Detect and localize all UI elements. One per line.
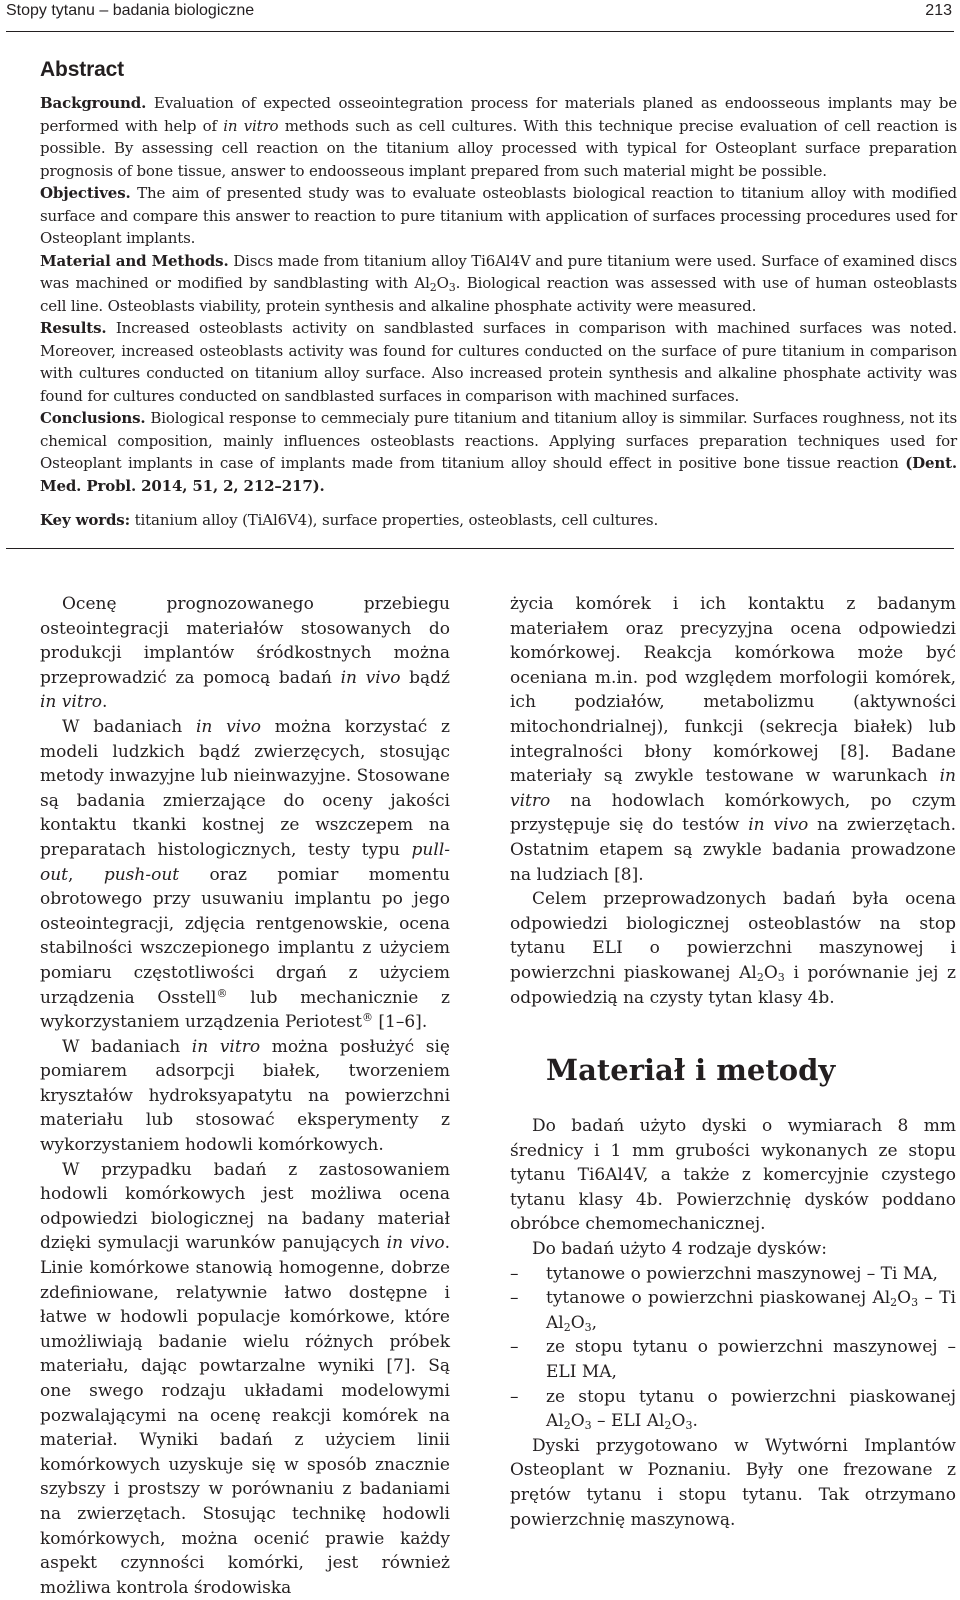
paragraph: W badaniach in vivo można korzystać z modeli ludzkich bądź zwierzęcych, stosując metody inwazyjne lub nieinwazyjne. Stosowane są badania zmierzające do oceny jakości kontaktu tkanki kostnej ze wszczepem na preparatach histologicznych, testy typu pull-out, push-out oraz pomiar momentu obrotowego przy usuwaniu implantu po jego osteointegracji, zdjęcia rentgenowskie, ocena stabilności wszczepionego implantu z użyciem pomiaru częstotliwości drgań z użyciem urządzenia Osstell® lub mechanicznie z wykorzystaniem urządzenia Periotest® [1–6].	[40, 716, 451, 1033]
background-text: Evaluation of expected osseointegration process for materials planed as endoosseous implants may be performed with help of in vitro methods such as cell cultures. With this technique precise evaluation of cell reaction is possible. By assessing cell reaction on the titanium alloy processed with typical for Osteoplant surface preparation prognosis of bone tissue, answer to endoosseous implant prepared from such material might be possible.	[40, 94, 958, 180]
list-item-text: tytanowe o powierzchni piaskowanej $Al_2O_3$ – Ti $Al_2O_3$,	[546, 1288, 956, 1334]
methods-label: Material and Methods.	[40, 251, 229, 270]
objectives-label: Objectives.	[40, 184, 131, 202]
paragraph: Ocenę prognozowanego przebiegu osteointegracji materiałów stosowanych do produkcji implantów śródkostnych można przeprowadzić za pomocą badań in vivo bądź in vitro.	[40, 594, 450, 713]
conclusions-text: Biological response to cemmecialy pure titanium and titanium alloy is simmilar. Surfaces roughness, not its chemical composition, mainly influences osteoblasts reactions. Applying surfaces preparation techniques used for Osteoplant implants in case of implants made from titanium alloy should effect in positive bone tissue reaction	[40, 409, 957, 472]
abstract-heading: Abstract	[40, 58, 124, 81]
citation: (Dent. Med. Probl. 2014, 51, 2, 212–217).	[40, 454, 957, 495]
paragraph: W badaniach in vitro można posłużyć się pomiarem adsorpcji białek, tworzeniem kryształów hydroksyapatytu na powierzchni materiału lub stosować eksperymenty z wykorzystaniem hodowli komórkowych.	[40, 1036, 450, 1156]
abstract	[40, 56, 957, 532]
disc-type-list	[510, 1262, 956, 1434]
list-item: – tytanowe o powierzchni maszynowej – Ti MA,	[510, 1263, 938, 1284]
list-item: – ze stopu tytanu o powierzchni piaskowanej $Al_2O_3$ – ELI $Al_2O_3$.	[510, 1386, 956, 1433]
methods-text: Discs made from titanium alloy Ti6Al4V and pure titanium were used. Surface of examined discs was machined or modified by sandblasting with $Al_2O_3$. Biological reaction was assessed with use of human osteoblasts cell line. Osteoblasts viability, protein synthesis and alkaline phosphate activity were measured.	[40, 251, 958, 315]
header-rule	[6, 31, 954, 32]
abstract-body	[40, 92, 957, 497]
left-column	[40, 592, 450, 1600]
abstract-rule	[6, 548, 954, 549]
page-number: 213	[925, 2, 952, 19]
list-item: – ze stopu tytanu o powierzchni maszynowej – ELI MA,	[510, 1337, 956, 1383]
list-item: – tytanowe o powierzchni piaskowanej $Al_2O_3$ – Ti $Al_2O_3$,	[510, 1288, 956, 1334]
keywords	[40, 509, 957, 532]
results-label: Results.	[40, 319, 107, 337]
list-item-text: ze stopu tytanu o powierzchni piaskowanej $Al_2O_3$ – ELI $Al_2O_3$.	[546, 1386, 956, 1433]
list-item-text: ze stopu tytanu o powierzchni maszynowej – ELI MA,	[546, 1337, 956, 1383]
background-label: Background.	[40, 94, 147, 112]
conclusions-label: Conclusions.	[40, 409, 146, 427]
paragraph: W przypadku badań z zastosowaniem hodowli komórkowych jest możliwa ocena odpowiedzi biologicznej na badany materiał dzięki symulacji warunków panujących in vivo. Linie komórkowe stanowią homogenne, dobrze zdefiniowane, relatywnie łatwo dostępne i łatwe w hodowli populacje komórkowe, które umożliwiają badanie wielu różnych próbek materiału, dając powtarzalne wyniki [7]. Są one swego rodzaju układami modelowymi pozwalającymi na ocenę reakcji komórek na materiał. Wyniki badań z użyciem linii komórkowych uzyskuje się w sposób znacznie szybszy i prostszy w porównaniu z badaniami na zwierzętach. Stosując technikę hodowli komórkowych, można ocenić prawie każdy aspekt czynności komórki, jest również możliwa kontrola środowiska	[40, 1159, 450, 1598]
paragraph: Do badań użyto dyski o wymiarach 8 mm średnicy i 1 mm grubości wykonanych ze stopu tytanu Ti6Al4V, a także z komercyjnie czystego tytanu klasy 4b. Powierzchnię dysków poddano obróbce chemomechanicznej.	[510, 1116, 956, 1235]
paragraph: życia komórek i ich kontaktu z badanym materiałem oraz precyzyjna ocena odpowiedzi komórkowej. Reakcja komórkowa może być oceniana m.in. pod względem morfologii komórek, ich podziałów, metabolizmu (aktywności mitochondrialnej), funkcji (sekrecja białek) lub integralności błony komórkowej [8]. Badane materiały są zwykle testowane w warunkach in vitro na hodowlach komórkowych, po czym przystępuje się do testów in vivo na zwierzętach. Ostatnim etapem są zwykle badania prowadzone na ludziach [8].	[510, 594, 957, 885]
section-title: Materiał i metody	[546, 1053, 836, 1088]
keywords-label: Key words:	[40, 511, 130, 529]
paragraph: Dyski przygotowano w Wytwórni Implantów Osteoplant w Poznaniu. Były one frezowane z prętów tytanu i stopu tytanu. Tak otrzymano powierzchnię maszynową.	[510, 1435, 956, 1530]
objectives-text: The aim of presented study was to evaluate osteoblasts biological reaction to titanium alloy with modified surface and compare this answer to reaction to pure titanium with application of surfaces processing procedures used for Osteoplant implants.	[40, 184, 957, 247]
paragraph: Celem przeprowadzonych badań była ocena odpowiedzi biologicznej osteoblastów na stop tytanu ELI o powierzchni maszynowej i powierzchni piaskowanej $Al_2O_3$ i porównanie jej z odpowiedzią na czysty tytan klasy 4b.	[510, 889, 957, 1008]
right-column	[510, 592, 956, 1532]
list-item-text: tytanowe o powierzchni maszynowej – Ti MA,	[546, 1263, 938, 1284]
paragraph: Do badań użyto 4 rodzaje dysków:	[532, 1239, 827, 1260]
running-head	[6, 0, 954, 24]
running-head-title: Stopy tytanu – badania biologiczne	[6, 2, 255, 19]
results-text: Increased osteoblasts activity on sandblasted surfaces in comparison with machined surfaces was noted. Moreover, increased osteoblasts activity was found for cultures conducted on the surface of pure titanium in comparison with cultures conducted on titanium alloy surface. Also increased protein synthesis and alkaline phosphate activity was found for cultures conducted on sandblasted surfaces in comparison with machined surfaces.	[40, 319, 957, 405]
keywords-text: titanium alloy (TiAl6V4), surface properties, osteoblasts, cell cultures.	[134, 511, 659, 529]
